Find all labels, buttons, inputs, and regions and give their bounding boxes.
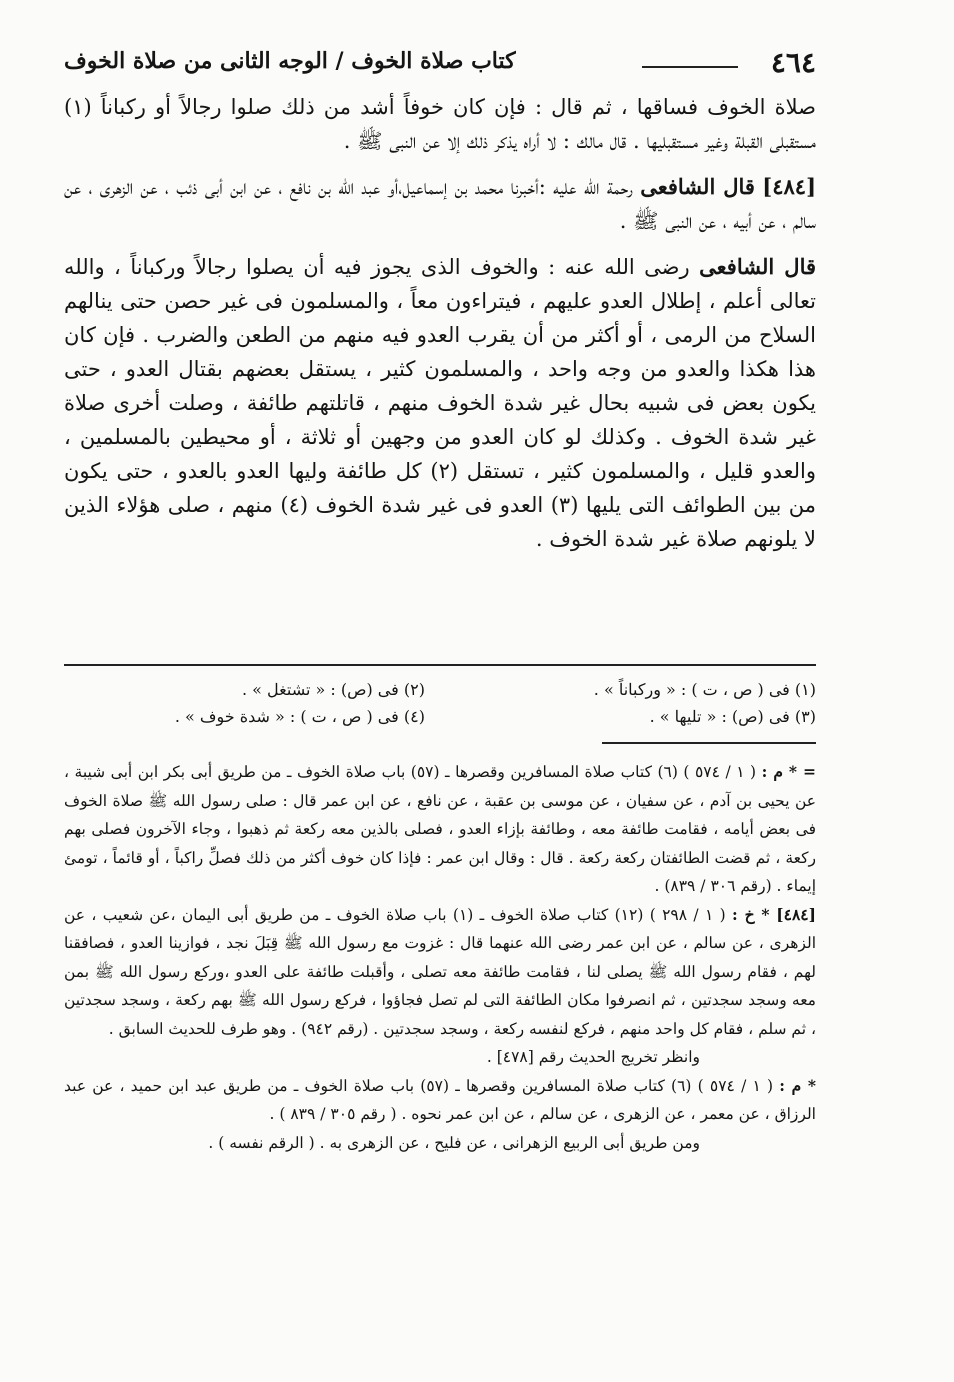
- main-text: [64, 90, 816, 556]
- variant-row: [64, 676, 816, 703]
- variant-note-4: (٤) فى ( ص ، ت ) : « شدة خوف » .: [174, 707, 425, 726]
- variant-row: [64, 703, 816, 730]
- takhrij-entry-2: [64, 901, 816, 1044]
- variant-note-3: (٣) فى (ص) : « تليها » .: [649, 707, 816, 726]
- takhrij-text: ( ١ / ٢٩٨ ) (١٢) كتاب صلاة الخوف ـ (١) باب صلاة الخوف ـ من طريق أبى اليمان ،عن شعيب ، عن الزهرى ، عن سالم ، عن ابن عمر رضى الله عنهما قال : غزوت مع رسول الله ﷺ قِبَلَ نجد ، فوازينا العدو ، فصافقنا لهم ، فقام رسول الله ﷺ يصلى لنا ، فقامت طائفة معه تصلى ، وأقبلت طائفة على العدو ،وركع رسول الله ﷺ بمن معه وسجد سجدتين ، ثم انصرفوا مكان الطائفة التى لم تصل فجاؤوا ، فركع رسول الله ﷺ بهم ركعة ، وسجد سجدتين ، ثم سلم ، فقام كل واحد منهم ، فركع لنفسه ركعة ، وسجد سجدتين . (رقم ٩٤٢) . وهو طرف للحديث السابق .: [64, 905, 816, 1038]
- footnote-separator: [64, 664, 816, 666]
- takhrij-footnotes: [64, 758, 816, 1157]
- speaker-lead: قال الشافعى: [699, 254, 817, 279]
- header-rule: [642, 66, 738, 68]
- page-number: ٤٦٤: [770, 46, 816, 79]
- paragraph-3-text: رضى الله عنه : والخوف الذى يجوز فيه أن يصلوا رجالاً وركباناً ، والله تعالى أعلم ، إطلال العدو عليهم ، فيتراءون معاً ، والمسلمون فى غير حصن حتى ينالهم السلاح من الرمى ، أو أكثر من أن يقرب العدو فيه منهم من الطعن والضرب . فإن كان هذا هكذا والعدو من وجه واحد ، والمسلمون كثير ، يستقل بعضهم بقتال العدو ، حتى يكون بعض فى شبيه بحال غير شدة الخوف منهم ، قاتلتهم طائفة ، وصلت أخرى صلاة غير شدة الخوف . وكذلك لو كان العدو من وجهين أو ثلاثة ، أو محيطين بالمسلمين ، والعدو قليل ، والمسلمون كثير ، تستقل (٢) كل طائفة وليها العدو بالعدو ، حتى يكون من بين الطوائف التى يليها (٣) العدو فى غير شدة الخوف (٤) منهم ، صلى هؤلاء الذين لا يلونهم صلاة غير شدة الخوف .: [64, 255, 816, 551]
- running-head: كتاب صلاة الخوف / الوجه الثانى من صلاة الخوف: [64, 48, 516, 74]
- paragraph-2: [64, 170, 816, 238]
- paragraph-1: صلاة الخوف فساقها ، ثم قال : فإن كان خوفاً أشد من ذلك صلوا رجالاً أو ركباناً (١) مستقبلى القبلة وغير مستقبليها . قال مالك : لا أراه يذكر ذلك إلا عن النبى ﷺ .: [64, 95, 816, 153]
- takhrij-text: ( ١ / ٥٧٤ ) (٦) كتاب صلاة المسافرين وقصرها ـ (٥٧) باب صلاة الخوف ـ من طريق عبد ابن حميد ، عن عبد الرزاق ، عن معمر ، عن الزهرى ، عن سالم ، عن ابن عمر نحوه . ( رقم ٣٠٥ / ٨٣٩ ) .: [64, 1076, 816, 1123]
- paragraph-2-text: رحمة الله عليه :أخبرنا محمد بن إسماعيل،أو عبد الله بن نافع ، عن ابن أبى ذئب ، عن الزهرى ، عن سالم ، عن أبيه ، عن النبى ﷺ .: [64, 175, 816, 233]
- takhrij-source-mark: = * م :: [761, 762, 816, 781]
- hadith-number: [٤٨٤]: [762, 174, 816, 199]
- variant-footnotes: [64, 676, 816, 730]
- paragraph-3: [64, 250, 816, 556]
- takhrij-source-mark: [٤٨٤] * خ :: [732, 904, 816, 924]
- takhrij-separator: [602, 742, 816, 744]
- speaker-lead: قال الشافعى: [640, 174, 755, 199]
- takhrij-text: ( ١ / ٥٧٤ ) (٦) كتاب صلاة المسافرين وقصرها ـ (٥٧) باب صلاة الخوف ـ من طريق أبى بكر ابن أبى شيبة ، عن يحيى بن آدم ، عن سفيان ، عن موسى بن عقبة ، عن نافع ، عن ابن عمر قال : صلى رسول الله ﷺ صلاة الخوف فى بعض أيامه ، فقامت طائفة معه ، وطائفة بإزاء العدو ، فصلى بالذين معه ركعة ثم ذهبوا ، وجاء الآخرون فصلى بهم ركعة ، ثم قضت الطائفتان ركعة ركعة . قال : وقال ابن عمر : فإذا كان خوف أكثر من ذلك فصلِّ راكباً ، أو قائماً ، تومئ إيماء . (رقم ٣٠٦ / ٨٣٩) .: [64, 763, 816, 895]
- takhrij-cross-reference: وانظر تخريج الحديث رقم [٤٧٨] .: [486, 1048, 700, 1066]
- variant-note-2: (٢) فى (ص) : « تشتغل » .: [242, 680, 425, 699]
- takhrij-additional-route: ومن طريق أبى الربيع الزهرانى ، عن فليح ، عن الزهرى به . ( الرقم نفسه ) .: [208, 1133, 700, 1152]
- takhrij-entry-3: [64, 1072, 816, 1129]
- takhrij-entry-1: [64, 758, 816, 901]
- takhrij-source-mark: * م :: [779, 1075, 817, 1095]
- variant-note-1: (١) فى ( ص ، ت ) : « وركباناً » .: [593, 680, 816, 699]
- book-page: [64, 38, 816, 1358]
- page-header: [64, 46, 816, 82]
